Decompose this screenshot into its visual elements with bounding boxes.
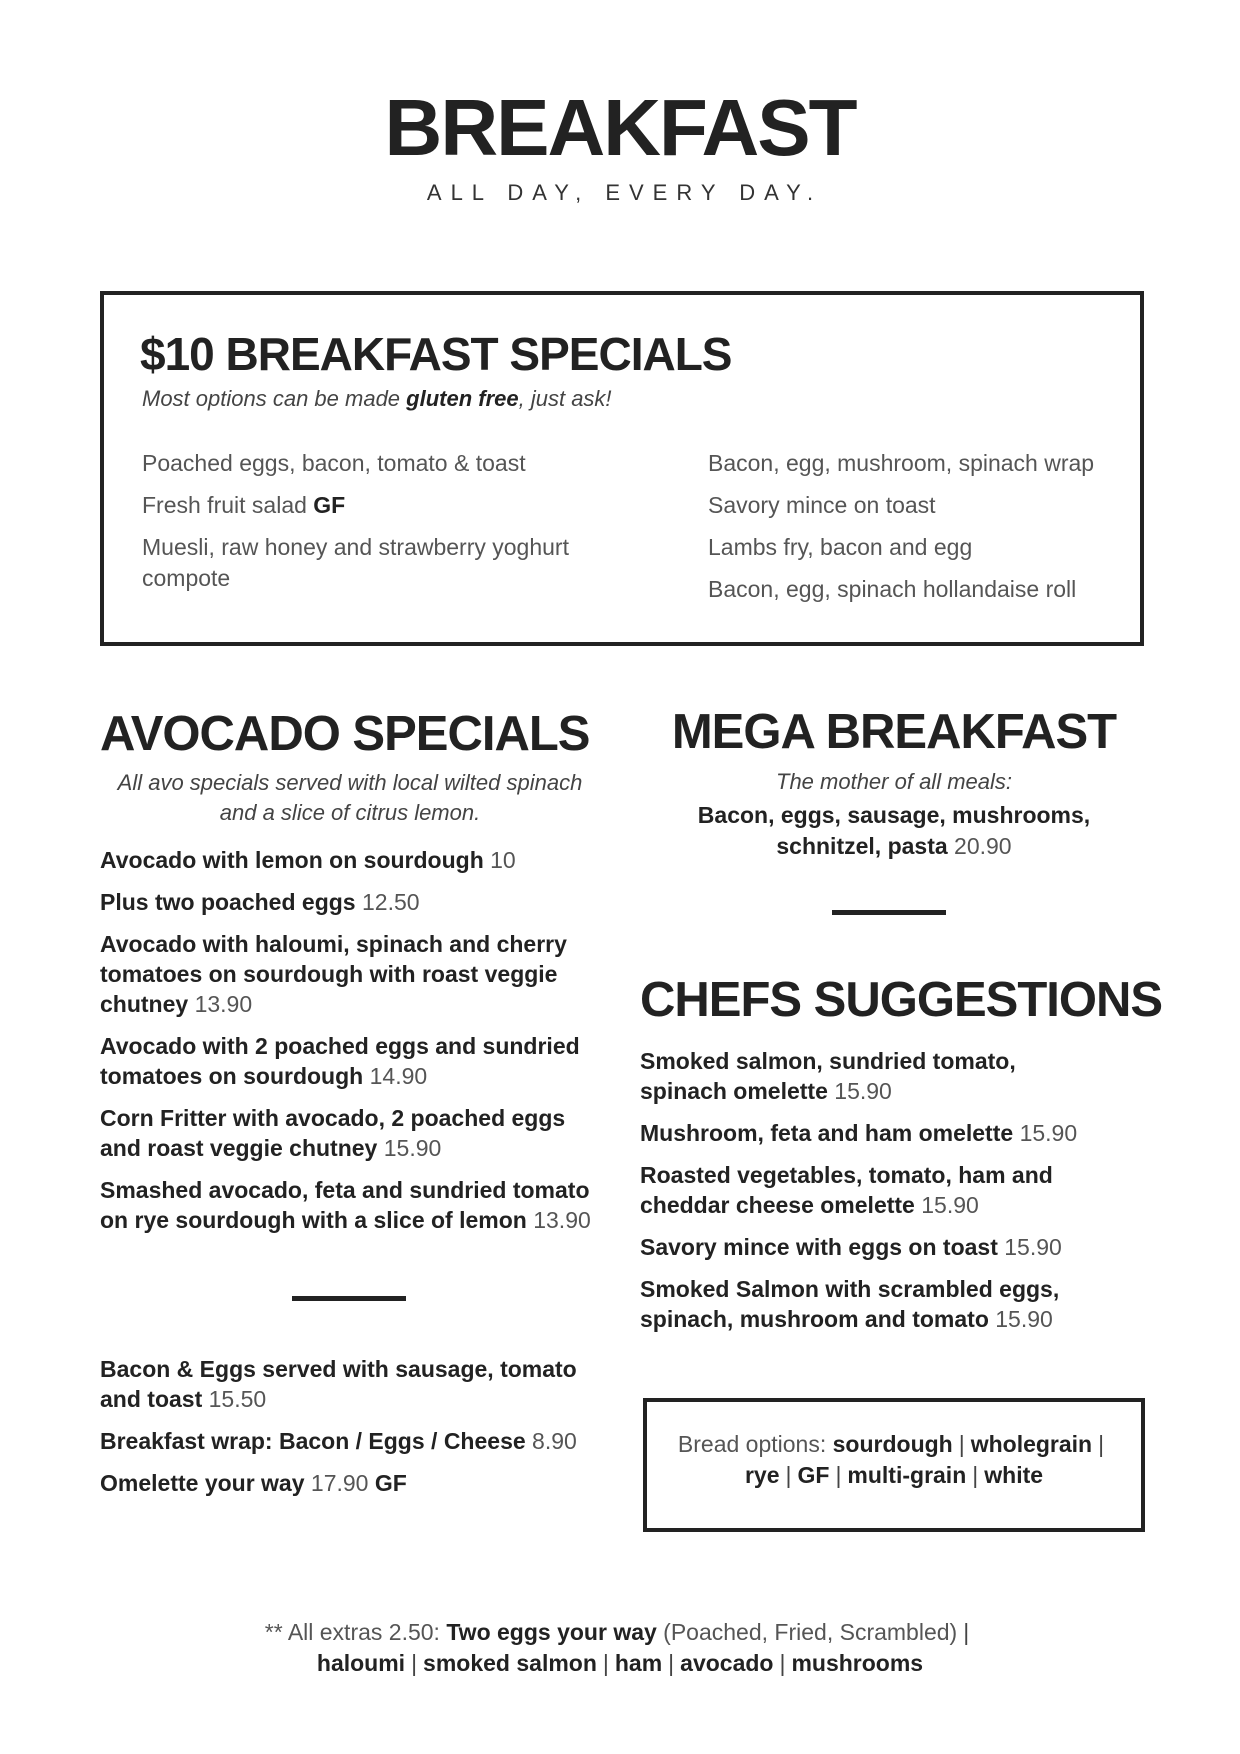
menu-item-name: Roasted vegetables, tomato, ham and cheddar cheese omelette	[640, 1162, 1053, 1218]
special-item	[142, 490, 602, 521]
menu-item	[100, 1031, 610, 1091]
bread-options-label: Bread options:	[677, 1431, 833, 1457]
mega-line-text: schnitzel, pasta	[776, 833, 955, 859]
separator: |	[963, 1619, 970, 1645]
bread-option: wholegrain	[970, 1431, 1093, 1457]
menu-item-price: 15.90	[834, 1078, 892, 1104]
menu-item-name: Savory mince with eggs on toast	[640, 1234, 1005, 1260]
mega-breakfast-note: The mother of all meals:	[776, 769, 1012, 794]
menu-item-name: Corn Fritter with avocado, 2 poached eggs and roast veggie chutney	[100, 1105, 566, 1161]
menu-item	[640, 1160, 1100, 1220]
menu-item-name: Bacon & Eggs served with sausage, tomato and toast	[100, 1356, 577, 1412]
extra-option: ham	[614, 1650, 663, 1676]
special-item: Bacon, egg, spinach hollandaise roll	[708, 576, 1077, 602]
bread-option: sourdough	[832, 1431, 953, 1457]
menu-item-name: Smoked salmon, sundried tomato, spinach omelette	[640, 1048, 1016, 1104]
page-tagline: ALL DAY, EVERY DAY.	[426, 180, 823, 205]
menu-item-tag: GF	[368, 1470, 407, 1496]
menu-item	[640, 1118, 1100, 1148]
page-title: BREAKFAST	[384, 83, 856, 172]
menu-item-name: Mushroom, feta and ham omelette	[640, 1120, 1020, 1146]
bread-option: multi-grain	[847, 1462, 967, 1488]
specials-note-bold: gluten free	[406, 386, 519, 411]
menu-item	[100, 1468, 600, 1498]
special-item: Bacon, egg, mushroom, spinach wrap	[708, 450, 1095, 476]
mega-line: Bacon, eggs, sausage, mushrooms,	[697, 802, 1091, 828]
menu-item-price: 13.90	[533, 1207, 591, 1233]
menu-item	[100, 845, 610, 875]
separator: |	[411, 1650, 418, 1676]
classic-items-list	[100, 1354, 600, 1510]
menu-item	[640, 1232, 1100, 1262]
specials-right-column	[708, 448, 1128, 616]
specials-left-column	[142, 448, 602, 605]
menu-item-name: Plus two poached eggs	[100, 889, 362, 915]
menu-item	[100, 929, 580, 1019]
extras-line	[0, 1648, 1240, 1679]
extras-eggs-label: Two eggs your way	[446, 1619, 657, 1645]
menu-item	[640, 1046, 1060, 1106]
avocado-note-line: All avo specials served with local wilted spinach	[117, 770, 583, 795]
menu-item-price: 15.90	[921, 1192, 979, 1218]
special-item-text: Muesli, raw honey and strawberry yoghurt compote	[142, 534, 569, 591]
bread-options-line	[647, 1429, 1141, 1460]
breakfast-specials-box	[100, 291, 1144, 646]
extra-option: avocado	[680, 1650, 774, 1676]
extras-prefix: ** All extras 2.50:	[264, 1619, 447, 1645]
menu-item-price: 10	[490, 847, 516, 873]
menu-item-price: 14.90	[369, 1063, 428, 1089]
menu-header	[0, 83, 1240, 206]
menu-item	[100, 1354, 600, 1414]
section-divider	[832, 910, 946, 915]
specials-heading: $10 BREAKFAST SPECIALS	[140, 328, 732, 380]
separator: |	[602, 1650, 609, 1676]
menu-item-price: 12.50	[361, 889, 420, 915]
menu-item-price: 15.90	[383, 1135, 442, 1161]
extras-line	[0, 1617, 1240, 1648]
section-divider	[292, 1296, 406, 1301]
menu-item	[100, 1175, 610, 1235]
separator: |	[958, 1431, 965, 1457]
bread-options-line	[647, 1460, 1141, 1491]
mega-line	[650, 831, 1138, 862]
extra-option: mushrooms	[791, 1650, 924, 1676]
separator: |	[779, 1650, 786, 1676]
avocado-specials-title: AVOCADO SPECIALS	[100, 707, 590, 761]
mega-breakfast-description	[650, 800, 1138, 862]
special-item	[142, 448, 602, 479]
bread-option: white	[984, 1462, 1044, 1488]
menu-item-price: 17.90	[310, 1470, 369, 1496]
specials-note-before: Most options can be made	[142, 386, 407, 411]
menu-item	[100, 1103, 590, 1163]
menu-item-name: Avocado with 2 poached eggs and sundried tomatoes on sourdough	[100, 1033, 580, 1089]
specials-note	[142, 386, 612, 412]
menu-item	[100, 887, 610, 917]
mega-breakfast-title: MEGA BREAKFAST	[671, 705, 1117, 759]
bread-option: GF	[797, 1462, 830, 1488]
bread-options-box	[643, 1398, 1145, 1532]
special-item-text: Poached eggs, bacon, tomato & toast	[142, 450, 526, 476]
menu-item	[100, 1426, 600, 1456]
extras-eggs-styles: (Poached, Fried, Scrambled)	[656, 1619, 958, 1645]
avocado-specials-note	[100, 768, 600, 828]
menu-item-name: Omelette your way	[100, 1470, 311, 1496]
mega-price: 20.90	[954, 833, 1012, 859]
separator: |	[835, 1462, 842, 1488]
separator: |	[785, 1462, 792, 1488]
menu-item-name: Smoked Salmon with scrambled eggs, spinach, mushroom and tomato	[640, 1276, 1060, 1332]
special-item-tag: GF	[313, 492, 346, 518]
menu-item-name: Avocado with haloumi, spinach and cherry tomatoes on sourdough with roast veggie chutney	[100, 931, 567, 1017]
special-item: Lambs fry, bacon and egg	[708, 534, 973, 560]
menu-item-name: Avocado with lemon on sourdough	[100, 847, 491, 873]
menu-item	[640, 1274, 1100, 1334]
separator: |	[668, 1650, 675, 1676]
menu-item-name: Smashed avocado, feta and sundried tomato on rye sourdough with a slice of lemon	[100, 1177, 590, 1233]
special-item	[142, 532, 602, 594]
avocado-items-list	[100, 845, 610, 1247]
specials-note-after: , just ask!	[518, 386, 612, 411]
extra-option: haloumi	[316, 1650, 406, 1676]
menu-item-price: 15.90	[995, 1306, 1053, 1332]
bread-option: rye	[744, 1462, 780, 1488]
extras-footer	[0, 1617, 1240, 1679]
chefs-suggestions-title: CHEFS SUGGESTIONS	[640, 973, 1163, 1027]
menu-item-price: 15.90	[1004, 1234, 1062, 1260]
special-item-text: Fresh fruit salad	[142, 492, 314, 518]
menu-item-name: Breakfast wrap: Bacon / Eggs / Cheese	[100, 1428, 533, 1454]
menu-item-price: 15.90	[1019, 1120, 1078, 1146]
chefs-items-list	[640, 1046, 1100, 1346]
menu-item-price: 15.50	[208, 1386, 267, 1412]
extra-option: smoked salmon	[423, 1650, 597, 1676]
separator: |	[1098, 1431, 1105, 1457]
avocado-note-line: and a slice of citrus lemon.	[219, 800, 481, 825]
menu-item-price: 13.90	[194, 991, 253, 1017]
menu-item-price: 8.90	[532, 1428, 577, 1454]
special-item: Savory mince on toast	[708, 492, 936, 518]
separator: |	[972, 1462, 979, 1488]
